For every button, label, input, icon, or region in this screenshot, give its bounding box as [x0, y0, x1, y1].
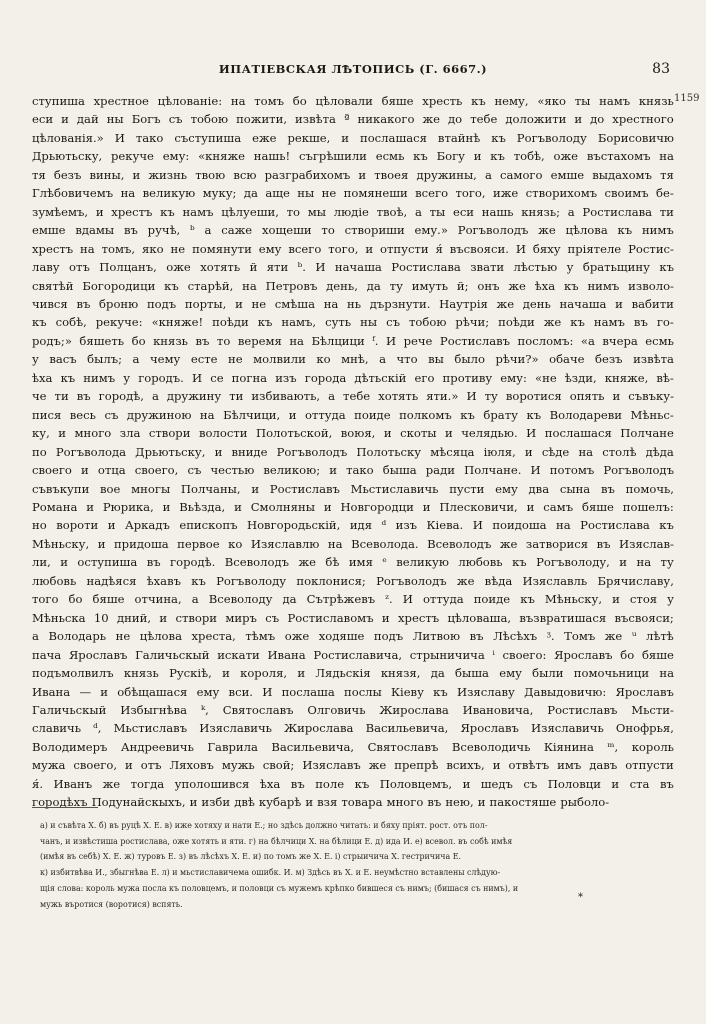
- text-line: славичь ᵈ, Мьстиславъ Изяславичь Жирослава Васильевича, Ярославъ Изяславичь Онофрья,: [32, 721, 674, 736]
- text-line: а Володарь не цѣлова хреста, тѣмъ оже ходяше подъ Литвою въ Лѣсѣхъ ᶾ. Томъ же ᵘ лѣтѣ: [32, 629, 674, 644]
- text-line: мужа своего, и отъ Ляховъ мужь свой; Изяславъ же препрѣ всихъ, и отвѣтъ имъ давъ отпусти: [32, 758, 674, 773]
- text-line: Володимеръ Андреевичь Гаврила Васильевича, Святославъ Всеволодичь Кіянина ᵐ, король: [32, 739, 674, 754]
- text-line: пача Ярославъ Галичьскый искати Ивана Ростиславича, стрыничича ⁱ своего: Ярославъ бо бяше: [32, 647, 674, 662]
- text-line: Романа и Рюрика, и Вьѣзда, и Смолняны и Новгородци и Плесковичи, и самъ бяше пошелъ:: [32, 499, 674, 514]
- text-line: ступиша хрестное цѣлованіе: на томъ бо цѣловали бяше хресть къ нему, «яко ты намъ князь: [32, 94, 674, 108]
- footnote-rule: [32, 807, 98, 808]
- chronicle-text: [32, 92, 674, 812]
- text-line: емше вдамы въ ручѣ, ᵇ а саже хощеши то створиши ему.» Рогъволодъ же цѣлова къ нимъ: [32, 223, 674, 238]
- text-line: лаву отъ Полцанъ, оже хотять й яти ᵇ. И начаша Ростислава звати лѣстью у братьщину къ: [32, 260, 674, 275]
- text-line: ку, и много зла створи волости Полотьской, воюя, и скоты и челядью. И послашася Полчане: [32, 426, 674, 441]
- text-line: подъмолвилъ князь Рускіѣ, и короля, и Лядьскія князя, да быша ему были помочьници на: [32, 666, 674, 681]
- text-line: къ собѣ, рекуче: «княже! поѣди къ намъ, суть ны съ тобою рѣчи; поѣди же къ намъ въ го-: [32, 315, 674, 330]
- text-line: съвъкупи вое многы Полчаны, и Ростиславъ Мьстиславичь пусти ему два сына въ помочь,: [32, 481, 674, 496]
- running-head: [30, 62, 676, 82]
- text-line: у васъ былъ; а чему есте не молвили ко мнѣ, а что вы было рѣчи?» обаче безъ извѣта: [32, 352, 674, 367]
- text-line: Глѣбовичемъ на великую муку; да аще ны не помянеши всего того, иже створихомъ своимъ бе-: [32, 186, 674, 201]
- text-line: того бо бяше отчина, а Всеволоду да Сътрѣжевъ ᶻ. И оттуда поиде къ Мѣньску, и стоя у: [32, 592, 674, 607]
- footnote-line: а) и съвѣта Х. б) въ руцѣ Х. Е. в) иже хотяху и нати Е.; но здѣсь должно читать: и бяху пріят. рост. отъ пол-: [40, 821, 488, 830]
- text-line: по Рогъволода Дрьютьску, и вниде Рогъволодъ Полотьску мѣсяца іюля, и сѣде на столѣ дѣда: [32, 444, 674, 459]
- margin-year: 1159: [674, 93, 700, 104]
- text-line: святѣй Богородици къ старѣй, на Петровъ день, да ту имуть й; онъ же ѣха къ нимъ изволо-: [32, 278, 674, 293]
- text-line: Ивана — и обѣщашася ему вси. И послаша послы Кіеву къ Изяславу Давыдовичю: Ярославъ: [32, 684, 674, 699]
- asterisk-mark: *: [578, 892, 583, 903]
- footnote-line: мужь въротися (воротися) вспять.: [40, 899, 183, 909]
- text-line: хрестъ на томъ, яко не помянути ему всего того, и отпусти я́ въсвояси. И бяху пріятеле Ростис-: [32, 241, 674, 256]
- footnote-line: чанъ, и извѣстиша ростислава, оже хотять и яти. г) на бѣлчици Х. на бѣлици Е. д) ида И. е) всевол. въ собѣ имѣя: [40, 836, 513, 846]
- footnote-line: щія слова: король мужа посла къ половцемъ, и половци съ мужемъ крѣпко бившеся съ нимъ; (бишася съ нимъ), и: [40, 883, 519, 893]
- footnote-line: (имѣя въ себѣ) Х. Е. ж) туровъ Е. з) въ лѣсѣхъ Х. Е. и) по томъ же Х. Е. і) стрыичича Х. гестричича Е.: [40, 852, 461, 862]
- footnote-line: к) избитвѣва И., збыгнѣва Е. л) и мьстиславичема ошибк. И. м) Здѣсь въ Х. и Е. неумѣстно вставлены слѣдую-: [40, 868, 501, 878]
- text-line: зумѣемъ, и хрестъ къ намъ цѣлуеши, то мы людіе твоѣ, а ты еси нашь князь; а Ростислава ти: [32, 204, 674, 219]
- text-line: цѣлованія.» И тако съступиша еже рекше, и послашася втайнѣ къ Рогъволоду Борисовичю: [32, 130, 674, 145]
- text-line: ѣха къ нимъ у городъ. И се погна изъ города дѣтьскій его противу ему: «не ѣзди, княже, вѣ-: [32, 370, 674, 385]
- text-line: Галичьскый Избыгнѣва ᵏ, Святославъ Олговичь Жирослава Ивановича, Ростиславъ Мьсти-: [32, 702, 674, 717]
- text-line: я́. Иванъ же тогда уполошився ѣха въ поле къ Половцемъ, и шедъ съ Половци и ста въ: [32, 776, 674, 791]
- page-number: 83: [652, 61, 670, 77]
- text-line: родъ;» бяшеть бо князь въ то веремя на Бѣлцици ᶠ. И рече Ростиславъ посломъ: «а вчера есмь: [32, 333, 674, 348]
- text-line: ли, и оступиша въ городѣ. Всеволодъ же бѣ имя ᵉ великую любовь къ Рогъволоду, и на ту: [32, 555, 674, 570]
- text-line: своего и отца своего, съ честью великою; и тако быша ради Полчане. И потомъ Рогъволодъ: [32, 463, 674, 478]
- text-line: Дрьютьску, рекуче ему: «княже нашь! съгрѣшили есмь къ Богу и къ тобѣ, оже въстахомъ на: [32, 149, 674, 164]
- text-line: еси и дай ны Богъ съ тобою пожити, извѣта ª никакого же до тебе доложити и до хрестного: [32, 112, 674, 127]
- text-line: пися весь съ дружиною на Бѣлчици, и оттуда поиде полкомъ къ брату къ Володареви Мѣньс-: [32, 407, 674, 422]
- page-title: ИПАТІЕВСКАЯ ЛѢТОПИСЬ (Г. 6667.): [218, 62, 488, 76]
- text-line: любовь надѣяся ѣхавъ къ Рогъволоду поклонися; Рогъволодъ же вѣда Изяславль Брячиславу,: [32, 573, 674, 588]
- text-line: чився въ броню подъ порты, и не смѣша на нь дързнути. Наутрія же день начаша и вабити: [32, 296, 674, 311]
- text-line: Мѣньска 10 дний, и створи миръ съ Ростиславомъ и хрестъ цѣловаша, възвратишася въсвояси;: [32, 610, 674, 625]
- text-line: но вороти и Аркадъ епископъ Новгородьскій, идя ᵈ изъ Кіева. И поидоша на Ростислава къ: [32, 518, 674, 533]
- text-line: городѣхъ Подунайскыхъ, и изби двѣ кубарѣ и взя товара много въ нею, и пакостяше рыболо-: [32, 795, 610, 810]
- text-line: че ти въ городѣ, а дружину ти избивають, а тебе хотять яти.» И ту воротися опять и съвъку-: [32, 389, 674, 404]
- text-line: тя безъ вины, и жизнь твою всю разграбихомъ и твоея дружины, а самого емше выдахомъ тя: [32, 167, 674, 182]
- text-line: Мѣньску, и придоша первое ко Изяславлю на Всеволода. Всеволодъ же затворися въ Изяслав-: [32, 536, 674, 551]
